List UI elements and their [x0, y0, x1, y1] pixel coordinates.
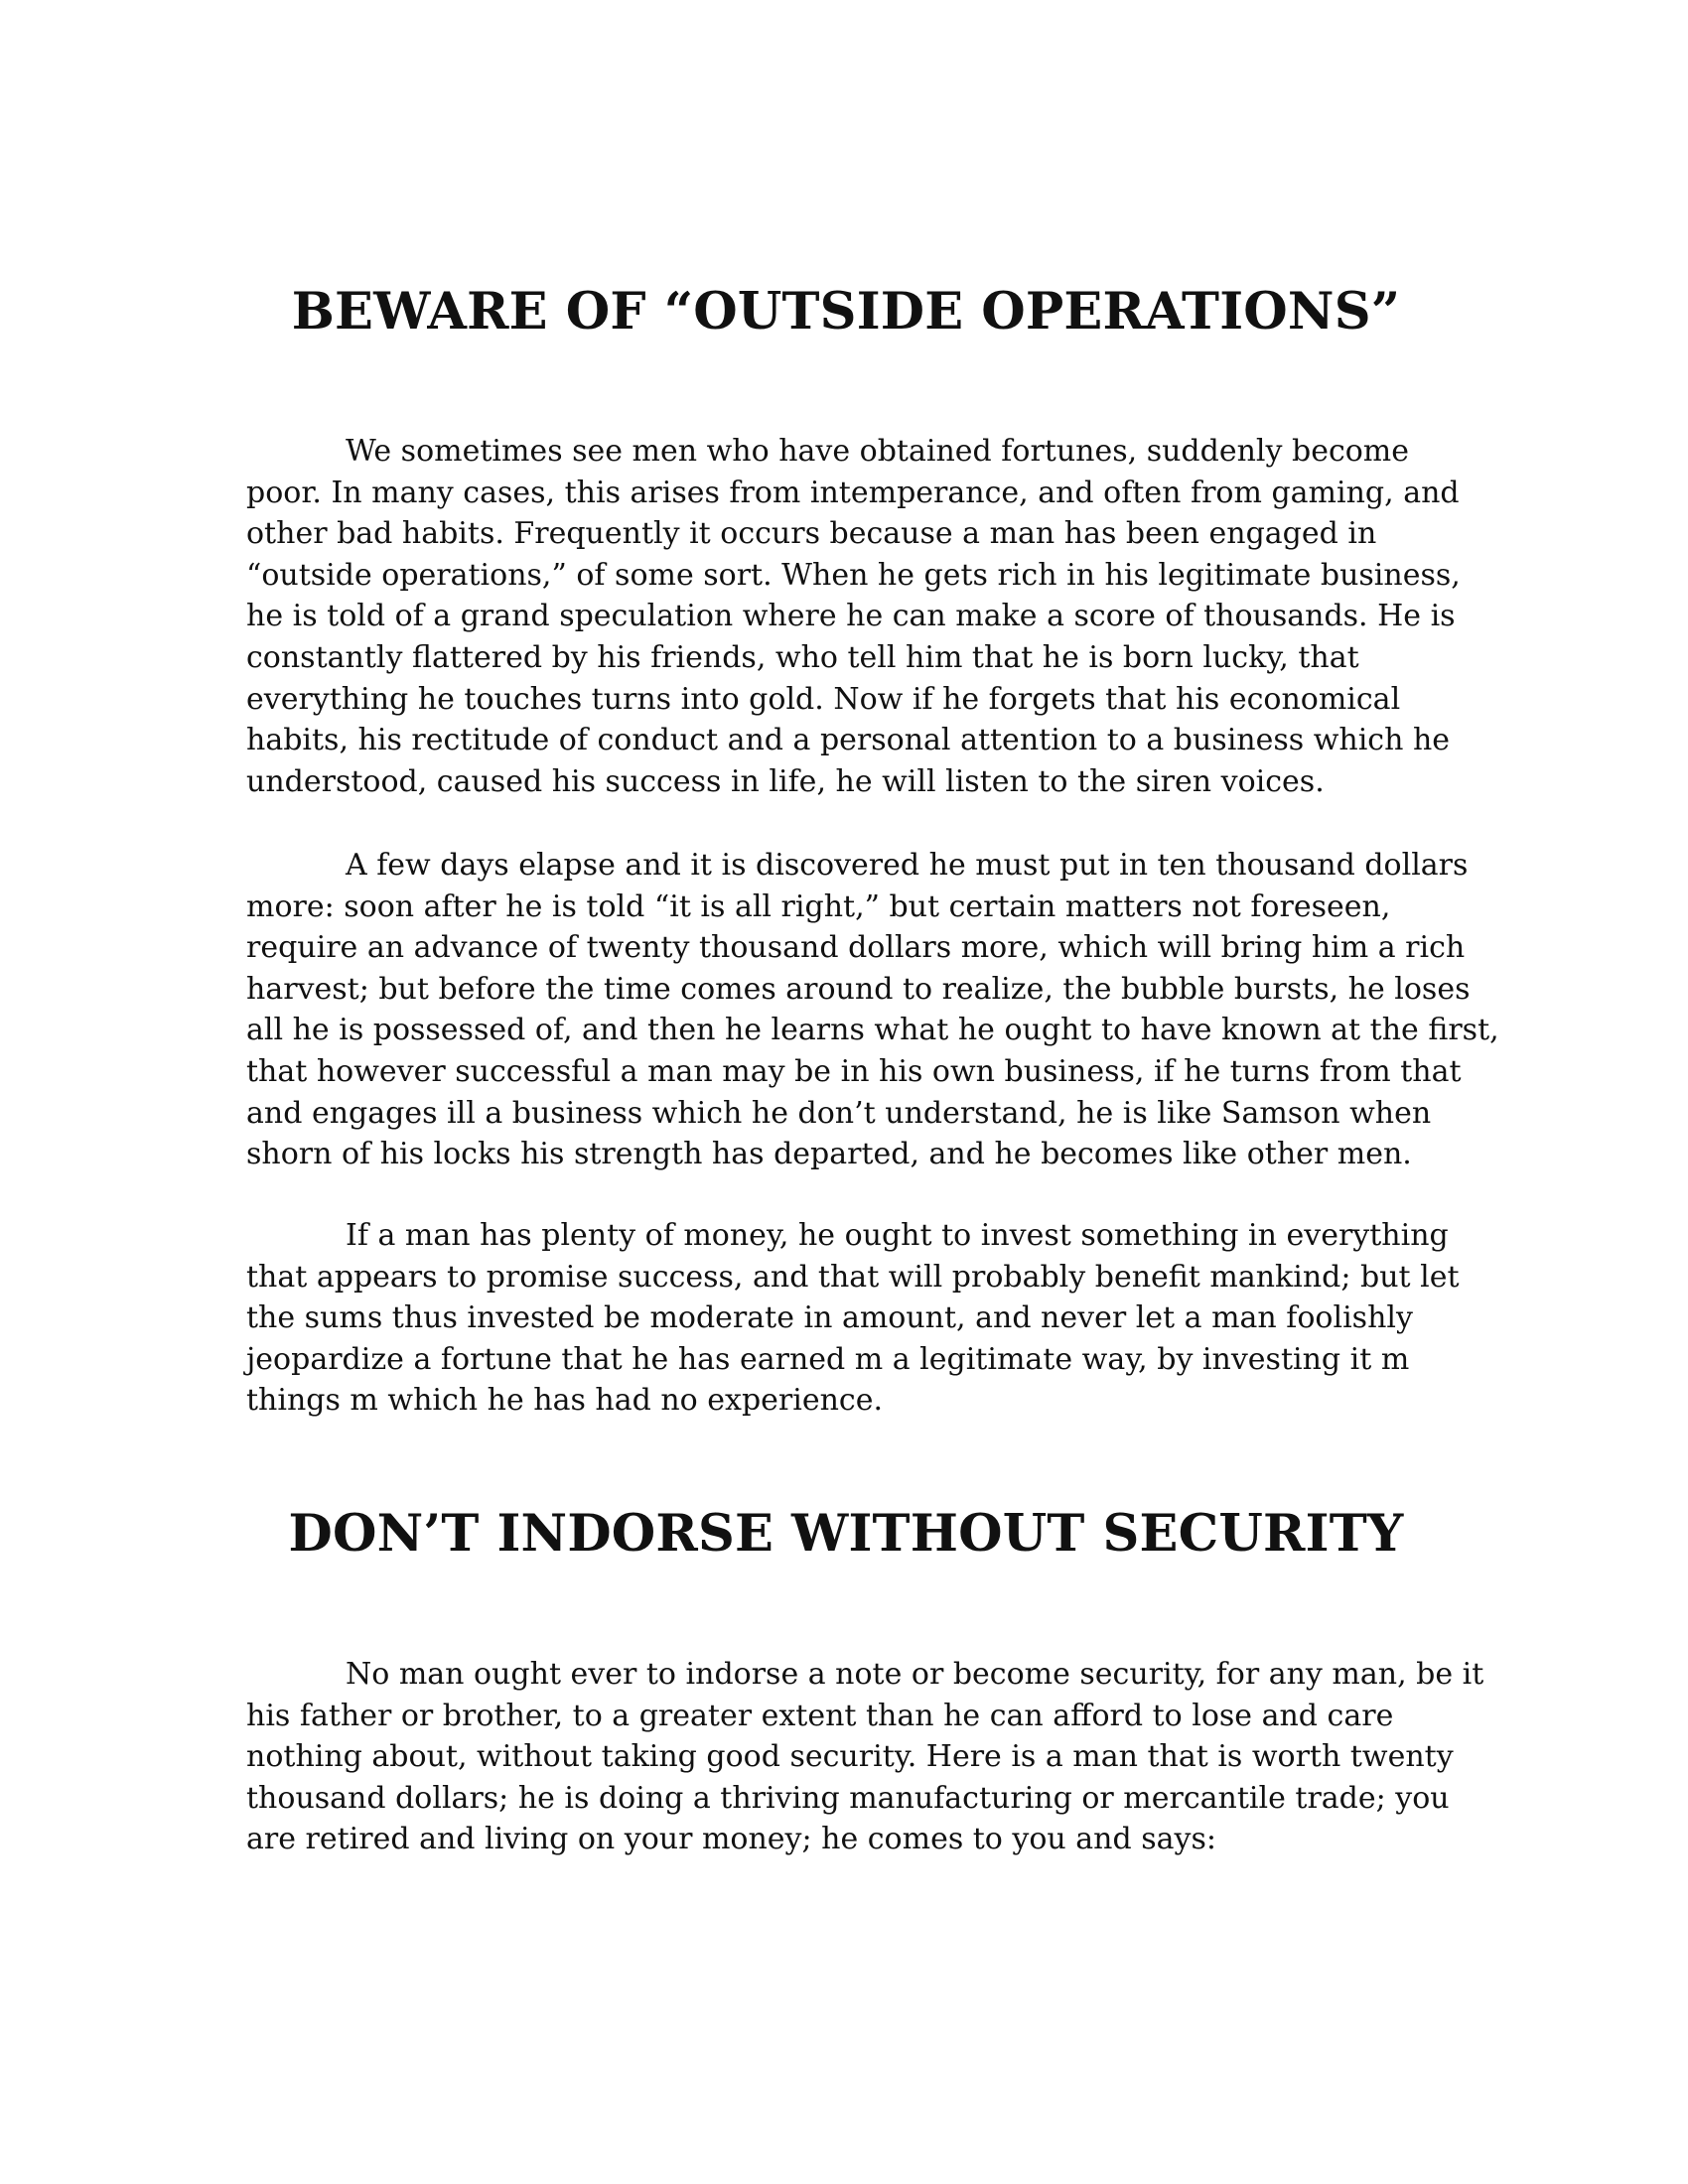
text-line: everything he touches turns into gold. Now if he forgets that his economical [246, 681, 1401, 717]
text-line: that however successful a man may be in his own business, if he turns from that [246, 1053, 1462, 1089]
text-line: understood, caused his success in life, he will listen to the siren voices. [246, 763, 1325, 799]
text-line: he is told of a grand speculation where he can make a score of thousands. He is [246, 599, 1456, 634]
text-line: harvest; but before the time comes around to realize, the bubble bursts, he loses [246, 971, 1471, 1007]
text-line: habits, his rectitude of conduct and a personal attention to a business which he [246, 723, 1451, 758]
text-line: “outside operations,” of some sort. When he gets rich in his legitimate business, [246, 557, 1461, 593]
text-line: all he is possessed of, and then he learns what he ought to have known at the first, [246, 1013, 1499, 1048]
paragraph-indorse-1 [246, 1654, 1484, 1860]
paragraph-outside-operations-1 [246, 431, 1461, 802]
text-line: and engages ill a business which he don’t understand, he is like Samson when [246, 1095, 1432, 1131]
paragraph-outside-operations-2 [246, 845, 1499, 1175]
text-line: shorn of his locks his strength has departed, and he becomes like other men. [246, 1137, 1412, 1172]
text-line: A few days elapse and it is discovered he must put in ten thousand dollars [346, 848, 1469, 883]
text-line: the sums thus invested be moderate in amount, and never let a man foolishly [246, 1300, 1413, 1336]
section-heading-outside-operations: BEWARE OF “OUTSIDE OPERATIONS” [291, 282, 1401, 341]
text-line: We sometimes see men who have obtained fortunes, suddenly become [346, 434, 1410, 469]
text-line: that appears to promise success, and that will probably benefit mankind; but let [246, 1259, 1460, 1295]
section-heading-indorse-without-security: DON’T INDORSE WITHOUT SECURITY [288, 1504, 1404, 1564]
text-line: more: soon after he is told “it is all right,” but certain matters not foreseen, [246, 888, 1391, 924]
text-line: his father or brother, to a greater extent than he can afford to lose and care [246, 1698, 1394, 1733]
text-line: If a man has plenty of money, he ought to invest something in everything [346, 1218, 1449, 1253]
text-line: require an advance of twenty thousand dollars more, which will bring him a rich [246, 930, 1466, 966]
text-line: other bad habits. Frequently it occurs because a man has been engaged in [246, 516, 1377, 552]
text-line: constantly flattered by his friends, who tell him that he is born lucky, that [246, 639, 1359, 675]
text-line: thousand dollars; he is doing a thriving manufacturing or mercantile trade; you [246, 1780, 1450, 1816]
paragraph-outside-operations-3 [246, 1215, 1460, 1422]
text-line: No man ought ever to indorse a note or become security, for any man, be it [346, 1657, 1484, 1692]
text-line: poor. In many cases, this arises from intemperance, and often from gaming, and [246, 475, 1460, 510]
text-line: jeopardize a fortune that he has earned m a legitimate way, by investing it m [246, 1341, 1410, 1377]
text-line: nothing about, without taking good security. Here is a man that is worth twenty [246, 1739, 1454, 1775]
text-line: are retired and living on your money; he comes to you and says: [246, 1822, 1216, 1857]
text-line: things m which he has had no experience. [246, 1383, 884, 1419]
